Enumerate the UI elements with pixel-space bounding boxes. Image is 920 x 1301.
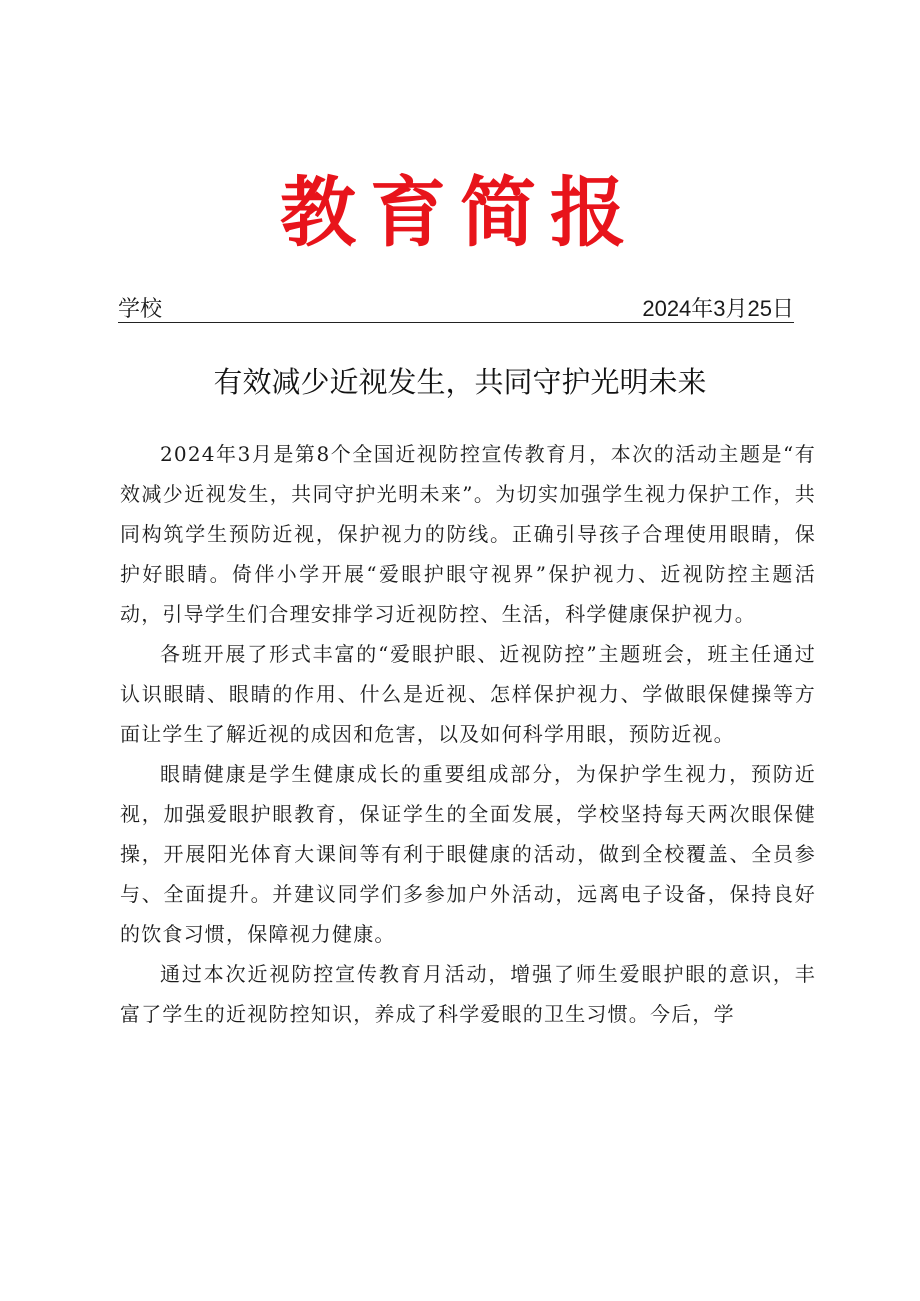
paragraph-1: 2024年3月是第8个全国近视防控宣传教育月，本次的活动主题是“有效减少近视发生，共同守护光明未来”。为切实加强学生视力保护工作，共同构筑学生预防近视，保护视力的防线。正确引导孩子合理使用眼睛，保护好眼睛。倚伴小学开展“爱眼护眼守视界”保护视力、近视防控主题活动，引导学生们合理安排学习近视防控、生活，科学健康保护视力。 <box>120 442 816 626</box>
article-body <box>120 434 816 1034</box>
meta-line <box>118 296 794 323</box>
issue-date: 2024年3月25日 <box>642 296 794 321</box>
school-label: 学校 <box>118 296 163 321</box>
paragraph-2: 各班开展了形式丰富的“爱眼护眼、近视防控”主题班会，班主任通过认识眼睛、眼睛的作用、什么是近视、怎样保护视力、学做眼保健操等方面让学生了解近视的成因和危害，以及如何科学用眼，预防近视。 <box>120 642 816 746</box>
paragraph-3: 眼睛健康是学生健康成长的重要组成部分，为保护学生视力，预防近视，加强爱眼护眼教育，保证学生的全面发展，学校坚持每天两次眼保健操，开展阳光体育大课间等有利于眼健康的活动，做到全校覆盖、全员参与、全面提升。并建议同学们多参加户外活动，远离电子设备，保持良好的饮食习惯，保障视力健康。 <box>120 762 816 946</box>
newsletter-title: 教育简报 <box>280 168 640 257</box>
paragraph-4: 通过本次近视防控宣传教育月活动，增强了师生爱眼护眼的意识，丰富了学生的近视防控知识，养成了科学爱眼的卫生习惯。今后，学 <box>120 962 816 1026</box>
article-headline: 有效减少近视发生，共同守护光明未来 <box>213 365 707 399</box>
